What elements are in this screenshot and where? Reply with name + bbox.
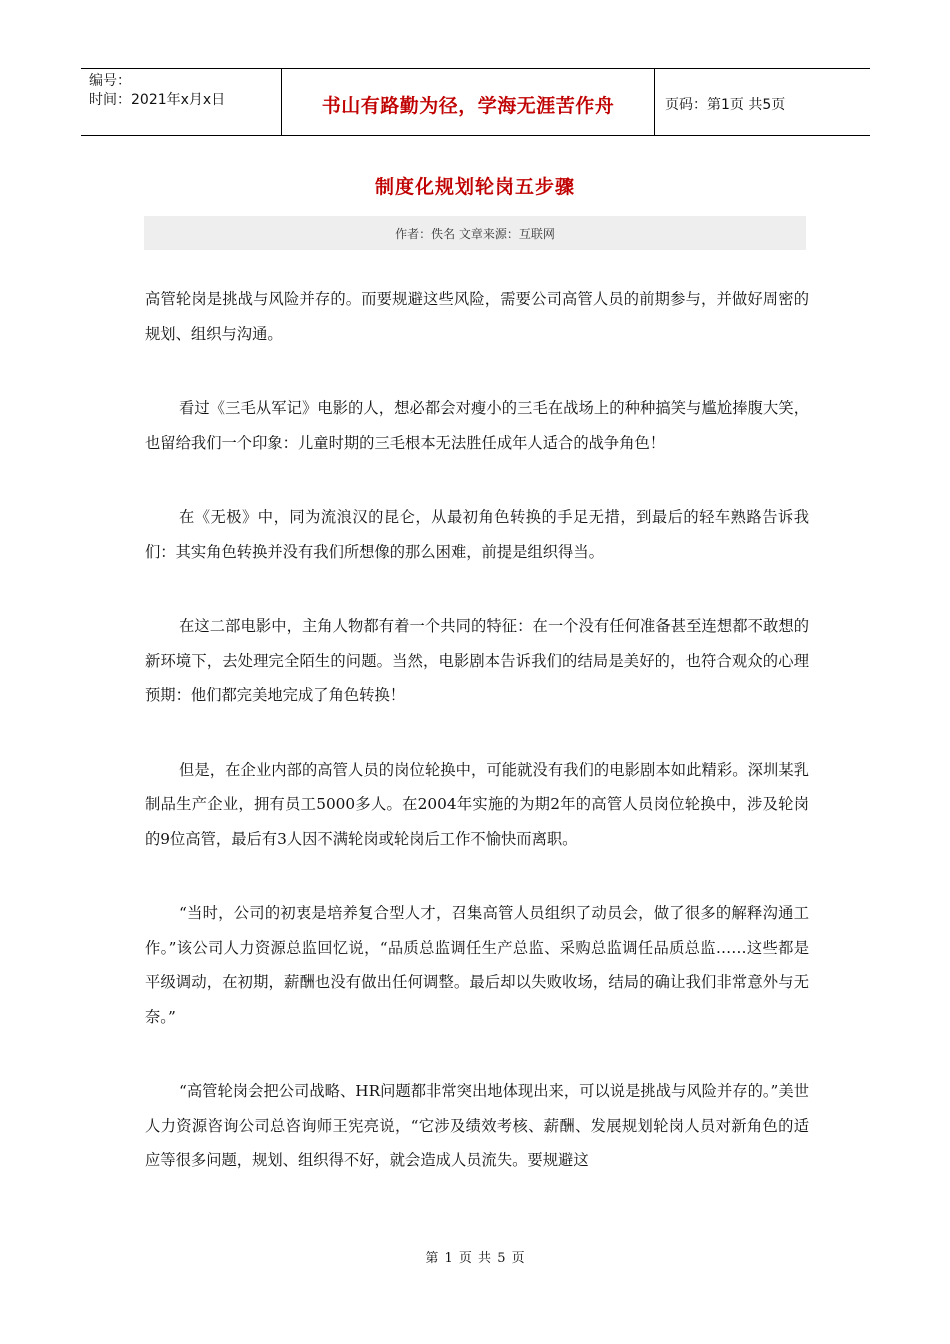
page-footer: 第 1 页 共 5 页	[425, 1251, 525, 1266]
article-byline	[144, 216, 806, 250]
paragraph: 但是，在企业内部的高管人员的岗位轮换中，可能就没有我们的电影剧本如此精彩。深圳某乳制品生产企业，拥有员工5000多人。在2004年实施的为期2年的高管人员岗位轮换中，涉及轮岗的9位高管，最后有3人因不满轮岗或轮岗后工作不愉快而离职。	[145, 760, 809, 848]
document-number-label: 编号：	[89, 73, 131, 89]
article-title: 制度化规划轮岗五步骤	[374, 176, 575, 198]
header-motto: 书山有路勤为径，学海无涯苦作舟	[321, 94, 615, 117]
article-body	[145, 282, 809, 1218]
header-page-cell	[655, 69, 870, 135]
paragraph: “高管轮岗会把公司战略、HR问题都非常突出地体现出来，可以说是挑战与风险并存的。”美世人力资源咨询公司总咨询师王宪亮说，“它涉及绩效考核、薪酬、发展规划轮岗人员对新角色的适应等很多问题，规划、组织得不好，就会造成人员流失。要规避这	[145, 1082, 809, 1169]
paragraph: 看过《三毛从军记》电影的人，想必都会对瘦小的三毛在战场上的种种搞笑与尴尬捧腹大笑，也留给我们一个印象：儿童时期的三毛根本无法胜任成年人适合的战争角色！	[145, 399, 809, 452]
header-page-info: 页码：第1页 共5页	[665, 97, 786, 113]
paragraph: 高管轮岗是挑战与风险并存的。而要规避这些风险，需要公司高管人员的前期参与，并做好周密的规划、组织与沟通。	[145, 290, 809, 343]
paragraph: “当时，公司的初衷是培养复合型人才，召集高管人员组织了动员会，做了很多的解释沟通工作。”该公司人力资源总监回忆说，“品质总监调任生产总监、采购总监调任品质总监……这些都是平级调动，在初期，薪酬也没有做出任何调整。最后却以失败收场，结局的确让我们非常意外与无奈。”	[145, 904, 809, 1026]
header-table	[81, 68, 870, 136]
header-info-cell	[81, 69, 282, 135]
document-time: 时间：2021年x月x日	[89, 92, 226, 108]
paragraph: 在《无极》中，同为流浪汉的昆仑，从最初角色转换的手足无措，到最后的轻车熟路告诉我们：其实角色转换并没有我们所想像的那么困难，前提是组织得当。	[145, 508, 809, 561]
header-motto-cell	[282, 69, 655, 135]
paragraph: 在这二部电影中，主角人物都有着一个共同的特征：在一个没有任何准备甚至连想都不敢想的新环境下，去处理完全陌生的问题。当然，电影剧本告诉我们的结局是美好的，也符合观众的心理预期：他们都完美地完成了角色转换！	[145, 617, 809, 704]
byline-text: 作者：佚名 文章来源：互联网	[395, 226, 555, 241]
